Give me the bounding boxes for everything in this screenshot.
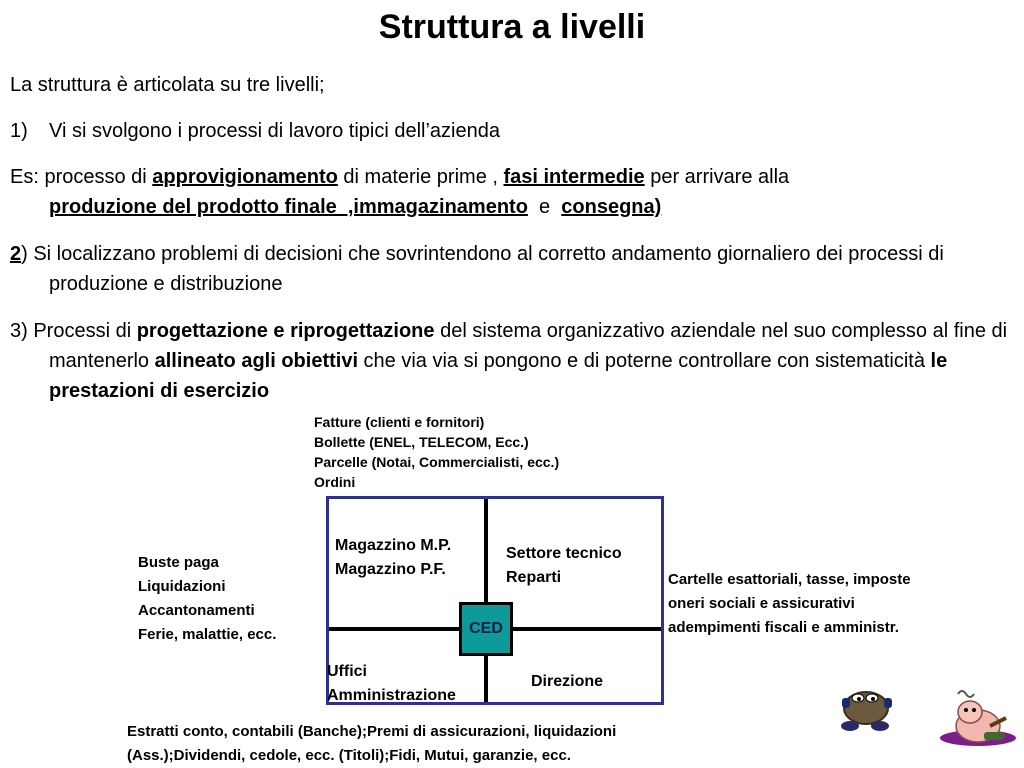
intro-text: La struttura è articolata su tre livelli; bbox=[10, 74, 325, 96]
term-produzione: produzione del prodotto finale ,immagazinamento bbox=[49, 196, 528, 218]
left-doc-item: Liquidazioni bbox=[138, 578, 226, 595]
term-approvigionamento: approvigionamento bbox=[152, 166, 338, 188]
point-2-text: ) Si localizzano problemi di decisioni che sovrintendono al corretto andamento giornaliero dei processi di produzione e distribuzione bbox=[21, 243, 944, 295]
bottom-doc-item: (Ass.);Dividendi, cedole, ecc. (Titoli);Fidi, Mutui, garanzie, ecc. bbox=[127, 747, 571, 764]
quadrant-label: Reparti bbox=[506, 569, 562, 586]
example-mid-1: di materie prime , bbox=[337, 166, 504, 188]
ced-center-box: CED bbox=[459, 602, 513, 656]
walking-creature-icon bbox=[828, 684, 908, 734]
top-doc-item: Ordini bbox=[314, 474, 356, 490]
quadrant-label: Uffici bbox=[327, 663, 367, 680]
point-1-number: 1) bbox=[10, 120, 28, 142]
slide-title: Struttura a livelli bbox=[378, 8, 646, 46]
bottom-docs-list bbox=[127, 720, 616, 768]
point-2 bbox=[10, 239, 1019, 299]
left-doc-item: Ferie, malattie, ecc. bbox=[138, 626, 277, 643]
point-3-mid-2: che via via si pongono e di poterne controllare con sistematicità bbox=[358, 350, 931, 372]
vertical-divider bbox=[484, 499, 488, 702]
point-3-mid-1: del sistema organizzativo aziendale nel suo complesso al fine di mantenerlo bbox=[49, 320, 1008, 372]
right-doc-item: Cartelle esattoriali, tasse, imposte bbox=[668, 571, 911, 588]
bottom-doc-item: Estratti conto, contabili (Banche);Premi di assicurazioni, liquidazioni bbox=[127, 723, 617, 740]
term-progettazione: progettazione e riprogettazione bbox=[136, 320, 435, 342]
example-mid-3: e bbox=[527, 196, 562, 218]
example-mid-2: per arrivare alla bbox=[644, 166, 790, 188]
right-docs-list bbox=[668, 568, 911, 640]
quadrant-uffici bbox=[327, 660, 456, 708]
left-docs-list bbox=[138, 551, 276, 647]
term-prestazioni: le prestazioni di esercizio bbox=[49, 350, 948, 402]
top-doc-item: Fatture (clienti e fornitori) bbox=[314, 414, 485, 430]
example-prefix: Es: processo di bbox=[10, 166, 153, 188]
point-3 bbox=[10, 316, 1019, 406]
left-doc-item: Buste paga bbox=[138, 554, 219, 571]
quadrant-label: Amministrazione bbox=[327, 687, 456, 704]
quadrant-label: Direzione bbox=[531, 673, 604, 690]
term-consegna: consegna) bbox=[561, 196, 662, 218]
example-paragraph bbox=[10, 162, 1019, 222]
right-doc-item: oneri sociali e assicurativi bbox=[668, 595, 855, 612]
point-2-number: 2 bbox=[10, 243, 22, 265]
point-1-text: Vi si svolgono i processi di lavoro tipici dell’azienda bbox=[49, 120, 500, 142]
quadrant-label: Magazzino P.F. bbox=[335, 561, 446, 578]
left-doc-item: Accantonamenti bbox=[138, 602, 255, 619]
point-1 bbox=[10, 116, 500, 146]
right-doc-item: adempimenti fiscali e amministr. bbox=[668, 619, 899, 636]
quadrant-label: Magazzino M.P. bbox=[335, 537, 452, 554]
top-doc-item: Bollette (ENEL, TELECOM, Ecc.) bbox=[314, 434, 529, 450]
quadrant-settore-tecnico bbox=[506, 542, 622, 590]
term-fasi-intermedie: fasi intermedie bbox=[503, 166, 645, 188]
quadrant-label: Settore tecnico bbox=[506, 545, 622, 562]
top-doc-item: Parcelle (Notai, Commercialisti, ecc.) bbox=[314, 454, 560, 470]
sitting-character-icon bbox=[936, 686, 1020, 752]
top-docs-list bbox=[314, 414, 559, 490]
quadrant-magazzino bbox=[335, 534, 451, 582]
term-allineato: allineato agli obiettivi bbox=[154, 350, 358, 372]
quadrant-direzione bbox=[531, 670, 603, 694]
point-3-prefix: 3) Processi di bbox=[10, 320, 137, 342]
